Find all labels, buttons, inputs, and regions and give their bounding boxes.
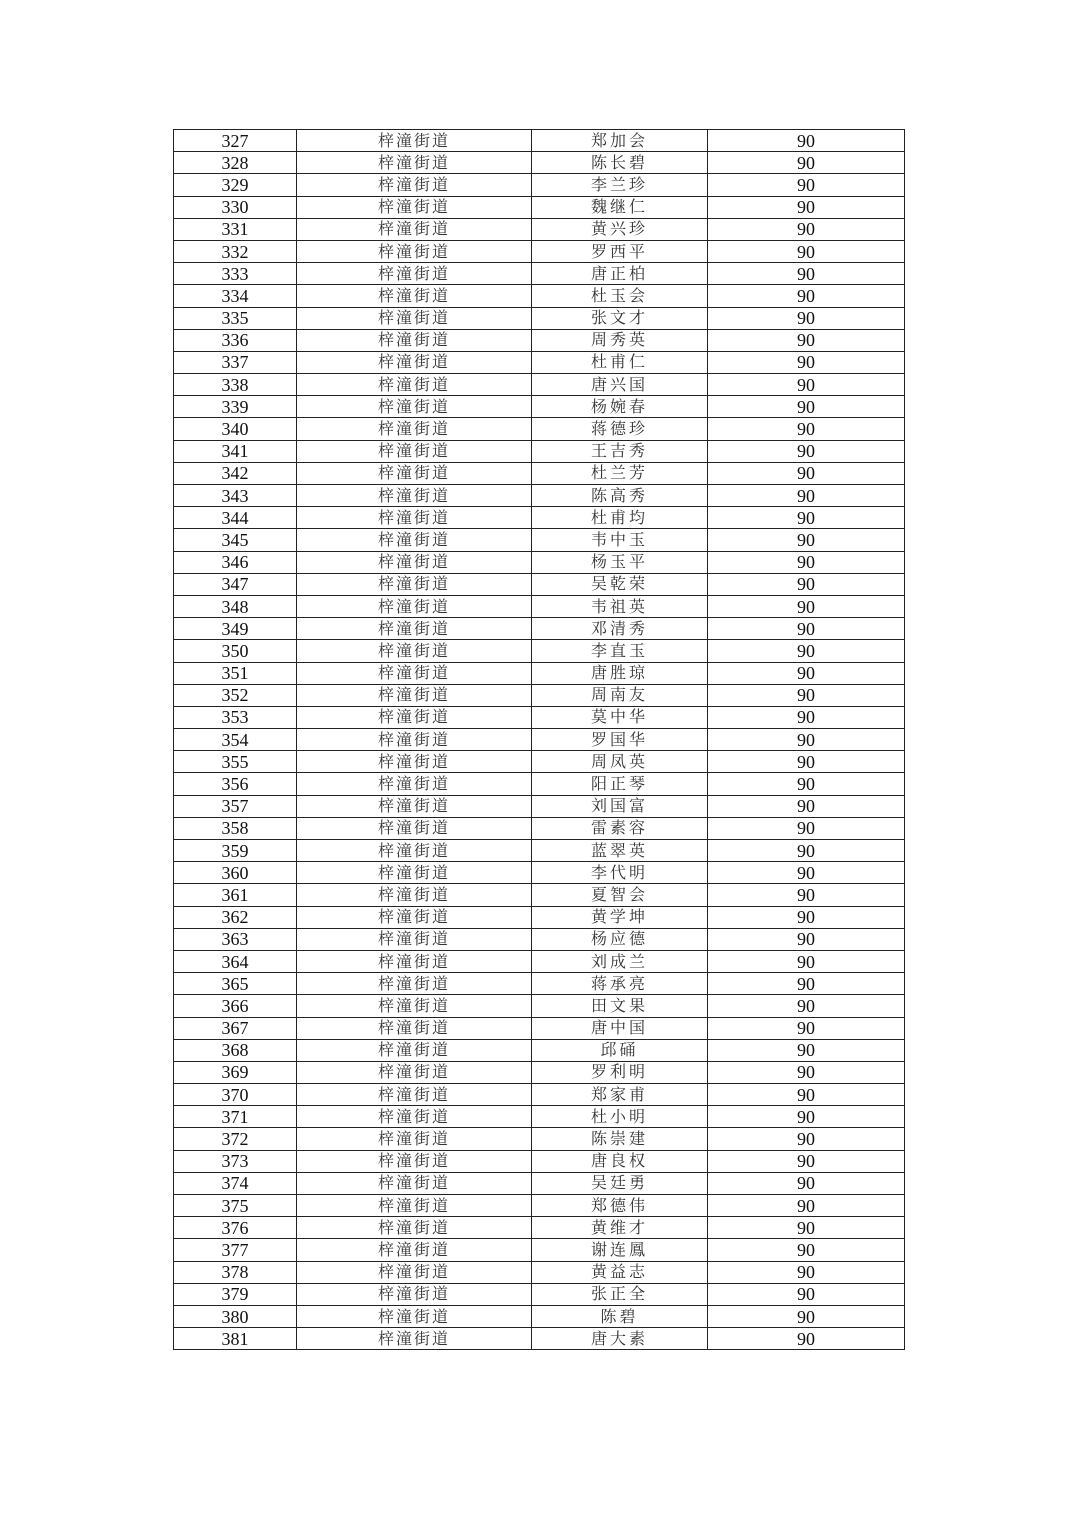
table-row [174, 817, 905, 839]
street-cell: 梓潼街道 [297, 640, 532, 662]
table-row [174, 1305, 905, 1327]
street-cell: 梓潼街道 [297, 795, 532, 817]
table-row [174, 196, 905, 218]
score-cell: 90 [708, 551, 905, 573]
table-row [174, 174, 905, 196]
table-row [174, 1150, 905, 1172]
row-number-cell: 342 [174, 462, 297, 484]
row-number-cell: 330 [174, 196, 297, 218]
table-row [174, 307, 905, 329]
row-number-cell: 364 [174, 950, 297, 972]
score-cell: 90 [708, 862, 905, 884]
row-number-cell: 365 [174, 973, 297, 995]
row-number-cell: 375 [174, 1195, 297, 1217]
table-row [174, 418, 905, 440]
row-number-cell: 354 [174, 729, 297, 751]
row-number-cell: 337 [174, 351, 297, 373]
score-cell: 90 [708, 263, 905, 285]
row-number-cell: 336 [174, 329, 297, 351]
table-row [174, 573, 905, 595]
street-cell: 梓潼街道 [297, 817, 532, 839]
row-number-cell: 367 [174, 1017, 297, 1039]
table-row [174, 130, 905, 152]
person-name-cell: 莫中华 [532, 706, 708, 728]
table-row [174, 218, 905, 240]
person-name-cell: 郑家甫 [532, 1084, 708, 1106]
person-name-cell: 杨玉平 [532, 551, 708, 573]
row-number-cell: 376 [174, 1217, 297, 1239]
row-number-cell: 369 [174, 1061, 297, 1083]
street-cell: 梓潼街道 [297, 1017, 532, 1039]
street-cell: 梓潼街道 [297, 374, 532, 396]
table-row [174, 795, 905, 817]
table-row [174, 507, 905, 529]
street-cell: 梓潼街道 [297, 529, 532, 551]
street-cell: 梓潼街道 [297, 706, 532, 728]
person-name-cell: 陈碧 [532, 1305, 708, 1327]
row-number-cell: 347 [174, 573, 297, 595]
street-cell: 梓潼街道 [297, 1172, 532, 1194]
score-cell: 90 [708, 928, 905, 950]
score-cell: 90 [708, 595, 905, 617]
person-name-cell: 陈崇建 [532, 1128, 708, 1150]
street-cell: 梓潼街道 [297, 1106, 532, 1128]
street-cell: 梓潼街道 [297, 595, 532, 617]
score-cell: 90 [708, 396, 905, 418]
score-cell: 90 [708, 1328, 905, 1350]
person-name-cell: 周凤英 [532, 751, 708, 773]
person-name-cell: 阳正琴 [532, 773, 708, 795]
table-row [174, 1039, 905, 1061]
score-cell: 90 [708, 817, 905, 839]
score-cell: 90 [708, 1084, 905, 1106]
street-cell: 梓潼街道 [297, 751, 532, 773]
table-row [174, 1017, 905, 1039]
person-name-cell: 李直玉 [532, 640, 708, 662]
score-cell: 90 [708, 706, 905, 728]
street-cell: 梓潼街道 [297, 884, 532, 906]
row-number-cell: 343 [174, 485, 297, 507]
score-cell: 90 [708, 751, 905, 773]
person-name-cell: 杜甫均 [532, 507, 708, 529]
table-row [174, 551, 905, 573]
score-cell: 90 [708, 1261, 905, 1283]
table-row [174, 440, 905, 462]
table-row [174, 995, 905, 1017]
person-name-cell: 陈高秀 [532, 485, 708, 507]
person-name-cell: 唐正柏 [532, 263, 708, 285]
row-number-cell: 362 [174, 906, 297, 928]
street-cell: 梓潼街道 [297, 950, 532, 972]
person-name-cell: 黄学坤 [532, 906, 708, 928]
table-row [174, 152, 905, 174]
score-cell: 90 [708, 285, 905, 307]
street-cell: 梓潼街道 [297, 1150, 532, 1172]
row-number-cell: 328 [174, 152, 297, 174]
score-cell: 90 [708, 1217, 905, 1239]
person-name-cell: 李代明 [532, 862, 708, 884]
score-cell: 90 [708, 795, 905, 817]
row-number-cell: 350 [174, 640, 297, 662]
score-cell: 90 [708, 1172, 905, 1194]
row-number-cell: 352 [174, 684, 297, 706]
table-row [174, 329, 905, 351]
table-row [174, 263, 905, 285]
street-cell: 梓潼街道 [297, 1328, 532, 1350]
person-name-cell: 唐大素 [532, 1328, 708, 1350]
person-name-cell: 李兰珍 [532, 174, 708, 196]
row-number-cell: 371 [174, 1106, 297, 1128]
person-name-cell: 张文才 [532, 307, 708, 329]
table-row [174, 396, 905, 418]
street-cell: 梓潼街道 [297, 729, 532, 751]
table-row [174, 706, 905, 728]
score-cell: 90 [708, 1039, 905, 1061]
score-cell: 90 [708, 573, 905, 595]
row-number-cell: 356 [174, 773, 297, 795]
table-row [174, 640, 905, 662]
score-cell: 90 [708, 640, 905, 662]
table-row [174, 950, 905, 972]
person-name-cell: 吴廷勇 [532, 1172, 708, 1194]
person-name-cell: 杨婉春 [532, 396, 708, 418]
score-cell: 90 [708, 1195, 905, 1217]
street-cell: 梓潼街道 [297, 329, 532, 351]
person-name-cell: 郑德伟 [532, 1195, 708, 1217]
street-cell: 梓潼街道 [297, 551, 532, 573]
street-cell: 梓潼街道 [297, 773, 532, 795]
table-row [174, 1261, 905, 1283]
roster-table-body [174, 130, 905, 1350]
row-number-cell: 333 [174, 263, 297, 285]
person-name-cell: 蒋承亮 [532, 973, 708, 995]
row-number-cell: 360 [174, 862, 297, 884]
street-cell: 梓潼街道 [297, 507, 532, 529]
person-name-cell: 邱硧 [532, 1039, 708, 1061]
score-cell: 90 [708, 1061, 905, 1083]
row-number-cell: 378 [174, 1261, 297, 1283]
table-row [174, 240, 905, 262]
person-name-cell: 雷素容 [532, 817, 708, 839]
score-cell: 90 [708, 462, 905, 484]
table-row [174, 973, 905, 995]
row-number-cell: 374 [174, 1172, 297, 1194]
table-row [174, 1195, 905, 1217]
person-name-cell: 罗西平 [532, 240, 708, 262]
row-number-cell: 339 [174, 396, 297, 418]
row-number-cell: 334 [174, 285, 297, 307]
street-cell: 梓潼街道 [297, 1239, 532, 1261]
person-name-cell: 杜小明 [532, 1106, 708, 1128]
row-number-cell: 344 [174, 507, 297, 529]
table-row [174, 1283, 905, 1305]
row-number-cell: 340 [174, 418, 297, 440]
street-cell: 梓潼街道 [297, 573, 532, 595]
person-name-cell: 杜玉会 [532, 285, 708, 307]
score-cell: 90 [708, 773, 905, 795]
table-row [174, 374, 905, 396]
street-cell: 梓潼街道 [297, 218, 532, 240]
street-cell: 梓潼街道 [297, 418, 532, 440]
street-cell: 梓潼街道 [297, 1039, 532, 1061]
score-cell: 90 [708, 1150, 905, 1172]
row-number-cell: 379 [174, 1283, 297, 1305]
street-cell: 梓潼街道 [297, 351, 532, 373]
score-cell: 90 [708, 351, 905, 373]
person-name-cell: 杜兰芳 [532, 462, 708, 484]
row-number-cell: 361 [174, 884, 297, 906]
score-cell: 90 [708, 995, 905, 1017]
table-row [174, 1106, 905, 1128]
row-number-cell: 358 [174, 817, 297, 839]
person-name-cell: 黄益志 [532, 1261, 708, 1283]
person-name-cell: 田文果 [532, 995, 708, 1017]
score-cell: 90 [708, 662, 905, 684]
score-cell: 90 [708, 1017, 905, 1039]
row-number-cell: 338 [174, 374, 297, 396]
table-row [174, 884, 905, 906]
row-number-cell: 373 [174, 1150, 297, 1172]
table-row [174, 1239, 905, 1261]
row-number-cell: 335 [174, 307, 297, 329]
table-row [174, 1128, 905, 1150]
street-cell: 梓潼街道 [297, 1084, 532, 1106]
street-cell: 梓潼街道 [297, 485, 532, 507]
person-name-cell: 谢连鳳 [532, 1239, 708, 1261]
person-name-cell: 杜甫仁 [532, 351, 708, 373]
table-row [174, 729, 905, 751]
street-cell: 梓潼街道 [297, 1217, 532, 1239]
row-number-cell: 346 [174, 551, 297, 573]
score-cell: 90 [708, 840, 905, 862]
score-cell: 90 [708, 196, 905, 218]
person-name-cell: 蒋德珍 [532, 418, 708, 440]
street-cell: 梓潼街道 [297, 662, 532, 684]
row-number-cell: 348 [174, 595, 297, 617]
person-name-cell: 邓清秀 [532, 618, 708, 640]
street-cell: 梓潼街道 [297, 618, 532, 640]
street-cell: 梓潼街道 [297, 1061, 532, 1083]
score-cell: 90 [708, 440, 905, 462]
score-cell: 90 [708, 152, 905, 174]
street-cell: 梓潼街道 [297, 1261, 532, 1283]
row-number-cell: 349 [174, 618, 297, 640]
row-number-cell: 377 [174, 1239, 297, 1261]
row-number-cell: 329 [174, 174, 297, 196]
score-cell: 90 [708, 307, 905, 329]
person-name-cell: 罗利明 [532, 1061, 708, 1083]
score-cell: 90 [708, 1239, 905, 1261]
table-row [174, 351, 905, 373]
table-row [174, 928, 905, 950]
row-number-cell: 351 [174, 662, 297, 684]
score-cell: 90 [708, 729, 905, 751]
table-row [174, 1084, 905, 1106]
score-cell: 90 [708, 618, 905, 640]
street-cell: 梓潼街道 [297, 1283, 532, 1305]
score-cell: 90 [708, 240, 905, 262]
table-row [174, 595, 905, 617]
table-row [174, 1061, 905, 1083]
street-cell: 梓潼街道 [297, 1128, 532, 1150]
row-number-cell: 357 [174, 795, 297, 817]
score-cell: 90 [708, 418, 905, 440]
street-cell: 梓潼街道 [297, 906, 532, 928]
person-name-cell: 唐兴国 [532, 374, 708, 396]
person-name-cell: 夏智会 [532, 884, 708, 906]
street-cell: 梓潼街道 [297, 396, 532, 418]
score-cell: 90 [708, 884, 905, 906]
score-cell: 90 [708, 507, 905, 529]
person-name-cell: 张正全 [532, 1283, 708, 1305]
row-number-cell: 341 [174, 440, 297, 462]
score-cell: 90 [708, 1128, 905, 1150]
row-number-cell: 381 [174, 1328, 297, 1350]
street-cell: 梓潼街道 [297, 862, 532, 884]
score-cell: 90 [708, 130, 905, 152]
street-cell: 梓潼街道 [297, 973, 532, 995]
row-number-cell: 372 [174, 1128, 297, 1150]
score-cell: 90 [708, 174, 905, 196]
table-row [174, 462, 905, 484]
person-name-cell: 杨应德 [532, 928, 708, 950]
table-row [174, 1328, 905, 1350]
table-row [174, 618, 905, 640]
street-cell: 梓潼街道 [297, 263, 532, 285]
person-name-cell: 刘国富 [532, 795, 708, 817]
street-cell: 梓潼街道 [297, 1305, 532, 1327]
row-number-cell: 355 [174, 751, 297, 773]
table-row [174, 485, 905, 507]
score-cell: 90 [708, 1305, 905, 1327]
person-name-cell: 唐胜琼 [532, 662, 708, 684]
table-row [174, 662, 905, 684]
street-cell: 梓潼街道 [297, 130, 532, 152]
street-cell: 梓潼街道 [297, 152, 532, 174]
person-name-cell: 黄维才 [532, 1217, 708, 1239]
table-row [174, 529, 905, 551]
table-row [174, 1172, 905, 1194]
table-row [174, 751, 905, 773]
table-row [174, 840, 905, 862]
score-cell: 90 [708, 973, 905, 995]
street-cell: 梓潼街道 [297, 196, 532, 218]
score-cell: 90 [708, 1283, 905, 1305]
street-cell: 梓潼街道 [297, 174, 532, 196]
person-name-cell: 周秀英 [532, 329, 708, 351]
street-cell: 梓潼街道 [297, 684, 532, 706]
table-row [174, 773, 905, 795]
street-cell: 梓潼街道 [297, 995, 532, 1017]
street-cell: 梓潼街道 [297, 240, 532, 262]
person-name-cell: 韦中玉 [532, 529, 708, 551]
row-number-cell: 370 [174, 1084, 297, 1106]
person-name-cell: 王吉秀 [532, 440, 708, 462]
person-name-cell: 陈长碧 [532, 152, 708, 174]
street-cell: 梓潼街道 [297, 840, 532, 862]
score-cell: 90 [708, 218, 905, 240]
table-row [174, 684, 905, 706]
score-cell: 90 [708, 950, 905, 972]
score-cell: 90 [708, 374, 905, 396]
score-cell: 90 [708, 529, 905, 551]
score-cell: 90 [708, 329, 905, 351]
row-number-cell: 331 [174, 218, 297, 240]
row-number-cell: 366 [174, 995, 297, 1017]
person-name-cell: 魏继仁 [532, 196, 708, 218]
row-number-cell: 332 [174, 240, 297, 262]
row-number-cell: 345 [174, 529, 297, 551]
table-row [174, 906, 905, 928]
roster-table [173, 129, 905, 1350]
row-number-cell: 353 [174, 706, 297, 728]
person-name-cell: 唐中国 [532, 1017, 708, 1039]
row-number-cell: 359 [174, 840, 297, 862]
street-cell: 梓潼街道 [297, 307, 532, 329]
street-cell: 梓潼街道 [297, 440, 532, 462]
score-cell: 90 [708, 684, 905, 706]
score-cell: 90 [708, 906, 905, 928]
street-cell: 梓潼街道 [297, 928, 532, 950]
score-cell: 90 [708, 1106, 905, 1128]
person-name-cell: 周南友 [532, 684, 708, 706]
person-name-cell: 吴乾荣 [532, 573, 708, 595]
score-cell: 90 [708, 485, 905, 507]
person-name-cell: 刘成兰 [532, 950, 708, 972]
row-number-cell: 380 [174, 1305, 297, 1327]
person-name-cell: 唐良权 [532, 1150, 708, 1172]
table-row [174, 862, 905, 884]
row-number-cell: 327 [174, 130, 297, 152]
street-cell: 梓潼街道 [297, 1195, 532, 1217]
person-name-cell: 韦祖英 [532, 595, 708, 617]
table-row [174, 285, 905, 307]
person-name-cell: 罗国华 [532, 729, 708, 751]
person-name-cell: 蓝翠英 [532, 840, 708, 862]
person-name-cell: 黄兴珍 [532, 218, 708, 240]
person-name-cell: 郑加会 [532, 130, 708, 152]
row-number-cell: 368 [174, 1039, 297, 1061]
row-number-cell: 363 [174, 928, 297, 950]
street-cell: 梓潼街道 [297, 285, 532, 307]
table-row [174, 1217, 905, 1239]
street-cell: 梓潼街道 [297, 462, 532, 484]
